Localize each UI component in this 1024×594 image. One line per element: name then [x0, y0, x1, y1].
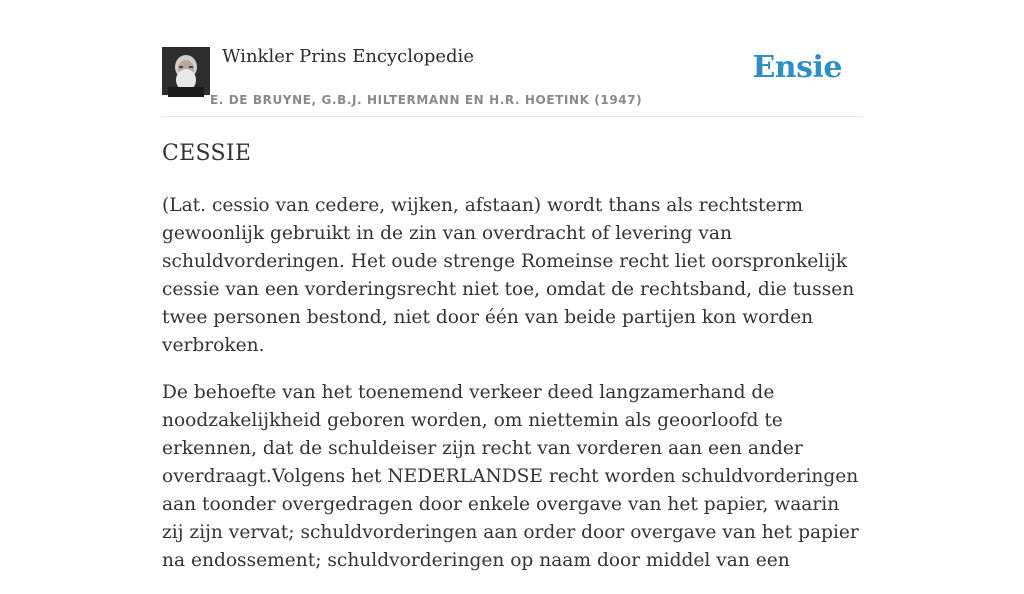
article-body: [162, 192, 862, 594]
source-authors: E. DE BRUYNE, G.B.J. HILTERMANN EN H.R. HOETINK (1947): [210, 93, 643, 107]
source-title[interactable]: Winkler Prins Encyclopedie: [222, 46, 474, 67]
author-avatar: [162, 47, 210, 95]
page-content: [162, 0, 862, 571]
article-headword: CESSIE: [162, 141, 252, 166]
brand-logo[interactable]: Ensie: [752, 50, 842, 85]
author-portrait-icon: [162, 47, 210, 95]
source-header: [162, 0, 862, 117]
article-paragraph: De behoefte van het toenemend verkeer deed langzamerhand de noodzakelijkheid geboren worden, om niettemin als geoorloofd te erkennen, dat de schuldeiser zijn recht van vorderen aan een ander overdraagt.Volgens het NEDERLANDSE recht worden schuldvorderingen aan toonder overgedragen door enkele overgave van het papier, waarin zij zijn vervat; schuldvorderingen aan order door overgave van het papier na endossement; schuldvorderingen op naam door middel van een: [162, 382, 859, 571]
article-paragraph: (Lat. cessio van cedere, wijken, afstaan) wordt thans als rechtsterm gewoonlijk gebruikt in de zin van overdracht of levering van schuldvorderingen. Het oude strenge Romeinse recht liet oorspronkelijk cessie van een vorderingsrecht niet toe, omdat de rechtsband, die tussen twee personen bestond, niet door één van beide partijen kon worden verbroken.: [162, 195, 855, 356]
